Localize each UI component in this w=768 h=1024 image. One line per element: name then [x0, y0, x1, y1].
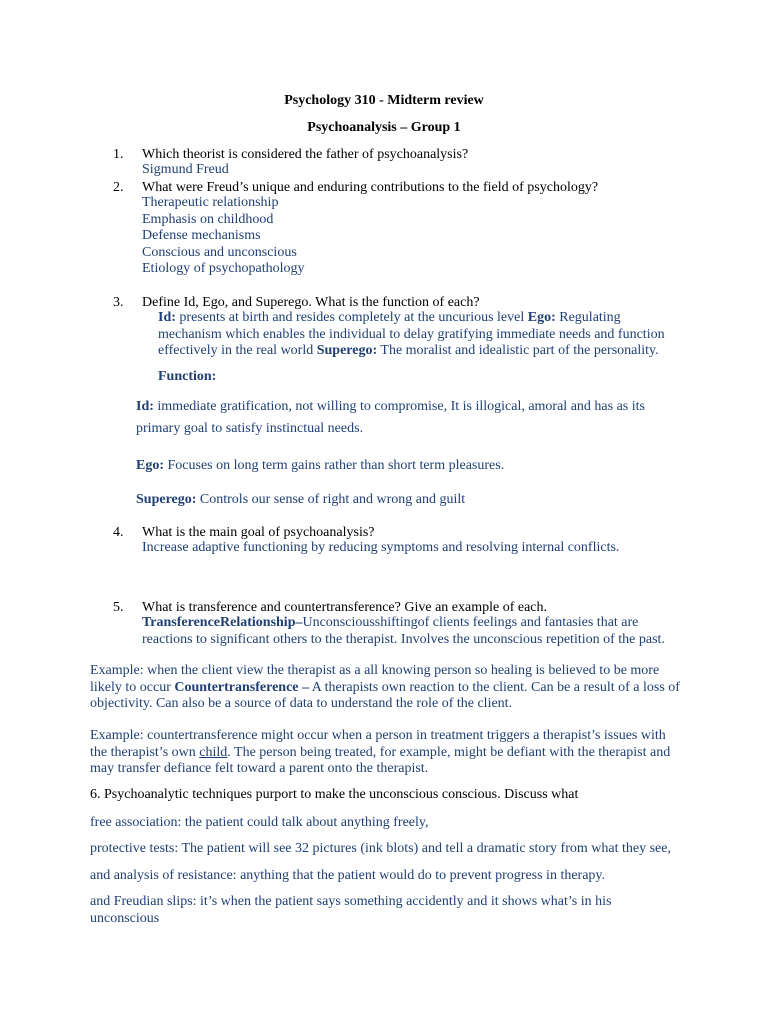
list-item: Conscious and unconscious	[142, 244, 297, 260]
id-label: Id:	[158, 310, 176, 325]
answer-3-definitions	[158, 310, 665, 360]
answer-4: Increase adaptive functioning by reducing symptoms and resolving internal conflicts.	[142, 540, 620, 555]
definition-line: Id: presents at birth and resides completely at the uncurious level Ego: Regulating	[158, 310, 621, 325]
function-heading: Function:	[158, 369, 217, 384]
question-number: 1.	[113, 147, 124, 162]
document-subtitle: Psychoanalysis – Group 1	[307, 120, 461, 135]
list-item: Defense mechanisms	[142, 228, 261, 243]
question-text: What were Freud’s unique and enduring contributions to the field of psychology?	[142, 180, 599, 195]
answer-6-protective-tests: protective tests: The patient will see 32 pictures (ink blots) and tell a dramatic story from what they see,	[90, 841, 671, 856]
function-superego: Superego: Controls our sense of right and wrong and guilt	[136, 492, 466, 507]
function-ego: Ego: Focuses on long term gains rather than short term pleasures.	[136, 458, 505, 473]
answer-2-list	[142, 195, 305, 278]
question-number: 3.	[113, 295, 124, 310]
question-6: 6. Psychoanalytic techniques purport to make the unconscious conscious. Discuss what	[90, 787, 579, 802]
superego-label: Superego:	[136, 492, 197, 507]
function-id: Id: immediate gratification, not willing to compromise, It is illogical, amoral and has as its primary goal to satisfy instinctual needs.	[136, 399, 645, 436]
child-link: child	[199, 744, 228, 760]
document-title: Psychology 310 - Midterm review	[284, 93, 484, 108]
definition-line: mechanism which enables the individual to delay gratifying immediate needs and function	[158, 326, 665, 342]
question-text: Define Id, Ego, and Superego. What is the function of each?	[142, 295, 480, 310]
transference-label: TransferenceRelationship–	[142, 615, 303, 630]
answer-6-free-association: free association: the patient could talk about anything freely,	[90, 815, 429, 830]
question-number: 5.	[113, 600, 124, 615]
ego-label: Ego:	[136, 458, 164, 473]
superego-label: Superego:	[316, 343, 378, 358]
list-item: Etiology of psychopathology	[142, 261, 305, 276]
definition-line: effectively in the real world Superego: The moralist and idealistic part of the personality.	[158, 343, 659, 358]
ego-label: Ego:	[527, 310, 556, 325]
id-label: Id:	[136, 399, 154, 414]
question-text: What is the main goal of psychoanalysis?	[142, 525, 375, 540]
answer-6-freudian-slips: and Freudian slips: it’s when the patient says something accidently and it shows what’s in his unconscious	[90, 894, 612, 926]
list-item: Emphasis on childhood	[142, 211, 274, 227]
countertransference-label: Countertransference –	[174, 679, 310, 695]
question-number: 4.	[113, 525, 124, 540]
question-text: What is transference and countertransference? Give an example of each.	[142, 600, 548, 615]
answer-1: Sigmund Freud	[142, 162, 229, 177]
answer-5-definition: TransferenceRelationship–Unconsciousshiftingof clients feelings and fantasies that are reactions to significant others to the therapist. Involves the unconscious repetition of the past.	[142, 615, 665, 647]
question-number: 2.	[113, 180, 124, 195]
answer-6-resistance: and analysis of resistance: anything that the patient would do to prevent progress in therapy.	[90, 868, 606, 883]
list-item: Therapeutic relationship	[142, 195, 279, 210]
example-1: Example: when the client view the therapist as a all knowing person so healing is believed to be more likely to occur Countertransference – A therapists own reaction to the client. Can be a result of a loss of objectivity. Can also be a source of data to understand the role of the client.	[90, 663, 680, 711]
question-text: Which theorist is considered the father of psychoanalysis?	[142, 147, 469, 162]
example-2: Example: countertransference might occur when a person in treatment triggers a therapist’s issues with the therapist’s own child. The person being treated, for example, might be defiant with the therapist and may transfer defiance felt toward a parent onto the therapist.	[90, 728, 671, 776]
